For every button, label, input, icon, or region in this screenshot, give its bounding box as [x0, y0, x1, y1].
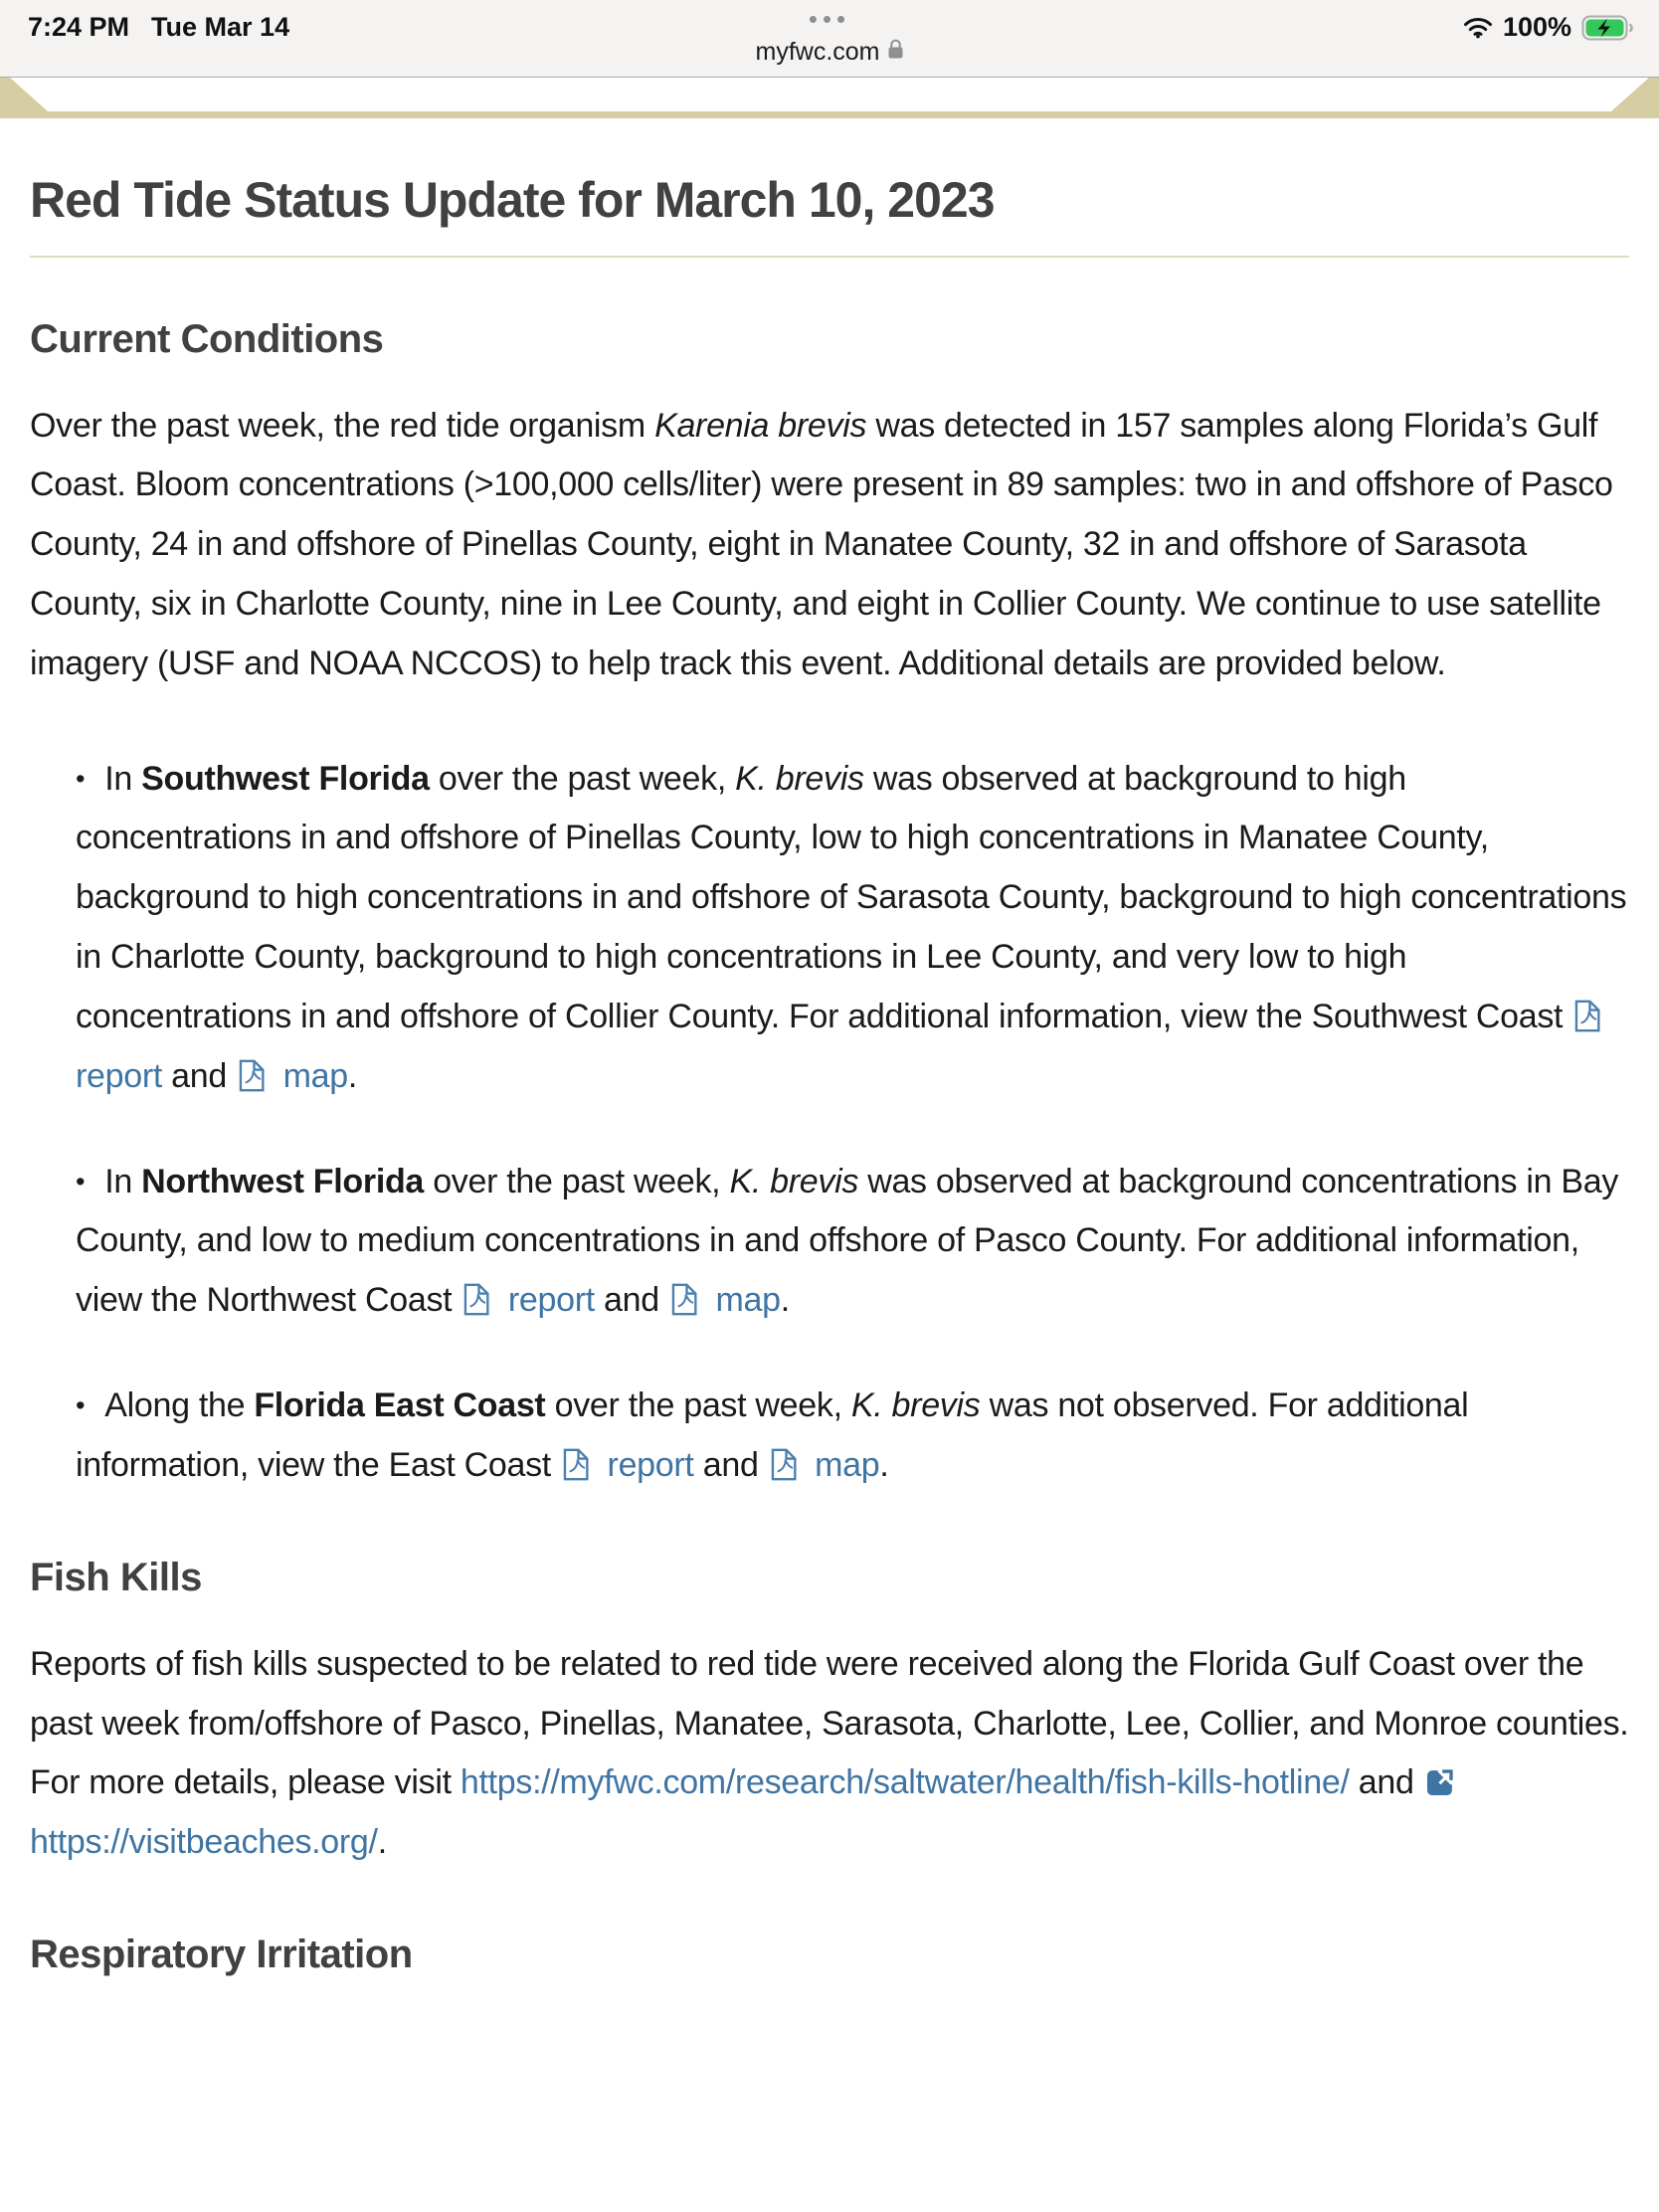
- text-run: and: [1349, 1763, 1423, 1802]
- text-run: and: [594, 1281, 669, 1320]
- text-run: was observed at background concentrations in Bay County, and low to medium concentrations in and offshore of Pasco County. For additional information, view the Northwest Coast: [76, 1162, 1619, 1320]
- text-run: over the past week,: [545, 1386, 851, 1425]
- text-run: K. brevis: [729, 1162, 859, 1200]
- list-item-northwest-florida: [76, 1153, 1629, 1331]
- pdf-file-icon[interactable]: [462, 1271, 490, 1331]
- link[interactable]: map: [282, 1056, 348, 1095]
- link[interactable]: map: [715, 1281, 781, 1320]
- text-run: In: [104, 1162, 142, 1200]
- text-run: Karenia brevis: [654, 406, 867, 445]
- lock-icon: [888, 38, 904, 67]
- site-domain[interactable]: myfwc.com: [755, 38, 880, 66]
- clock-label: 7:24 PM: [28, 12, 130, 42]
- site-header-ribbon: [0, 78, 1659, 118]
- browser-chrome: [0, 0, 1659, 78]
- text-run: Reports of fish kills suspected to be related to red tide were received along the Florida Gulf Coast over the past week from/offshore of Pasco, Pinellas, Manatee, Sarasota, Charlotte, Lee, Collier, and Monroe counties. For more details, please visit: [30, 1644, 1629, 1802]
- text-run: over the past week,: [429, 759, 736, 798]
- list-item-southwest-florida: [76, 750, 1629, 1107]
- pdf-file-icon[interactable]: [562, 1436, 590, 1496]
- page-title: Red Tide Status Update for March 10, 2023: [30, 172, 995, 228]
- text-run: and: [693, 1445, 768, 1484]
- link[interactable]: report: [607, 1445, 694, 1484]
- pdf-file-icon[interactable]: [670, 1271, 698, 1331]
- fish-kills-heading: Fish Kills: [30, 1555, 202, 1599]
- pdf-file-icon[interactable]: [770, 1436, 798, 1496]
- address-bar[interactable]: [756, 38, 904, 67]
- text-run: over the past week,: [424, 1162, 730, 1200]
- link[interactable]: map: [815, 1445, 880, 1484]
- link[interactable]: report: [507, 1281, 595, 1320]
- respiratory-irritation-heading: Respiratory Irritation: [30, 1933, 413, 1977]
- text-run: In: [104, 759, 142, 798]
- text-run: .: [780, 1281, 790, 1320]
- text-run: and: [162, 1056, 237, 1095]
- ribbon-divider: [0, 111, 1659, 118]
- text-run: K. brevis: [850, 1386, 981, 1425]
- text-run: .: [879, 1445, 889, 1484]
- external-link-icon[interactable]: [1425, 1753, 1455, 1813]
- text-run: Over the past week, the red tide organism: [30, 406, 655, 445]
- ribbon-right-wedge: [1611, 78, 1659, 111]
- link[interactable]: report: [76, 1056, 163, 1095]
- text-run: was detected in 157 samples along Florida’s Gulf Coast. Bloom concentrations (>100,000 cells/liter) were present in 89 samples: two in and offshore of Pasco County, 24 in and offshore of Pinellas County, eight in Manatee County, 32 in and offshore of Sarasota County, six in Charlotte County, nine in Lee County, and eight in Collier County. We continue to use satellite imagery (USF and NOAA NCCOS) to help track this event. Additional details are provided below.: [30, 406, 1613, 682]
- text-run: K. brevis: [735, 759, 864, 798]
- status-left: [28, 12, 289, 43]
- date-label: Tue Mar 14: [151, 12, 290, 42]
- current-conditions-heading: Current Conditions: [30, 316, 384, 361]
- battery-charging-icon: [1581, 15, 1635, 41]
- pdf-file-icon[interactable]: [1573, 988, 1601, 1047]
- text-run: was not observed. For additional information, view the East Coast: [76, 1386, 1469, 1484]
- fish-kills-paragraph: [30, 1635, 1629, 1873]
- link[interactable]: https://visitbeaches.org/: [30, 1823, 378, 1862]
- ribbon-left-wedge: [0, 78, 48, 111]
- list-item-east-coast: [76, 1377, 1629, 1496]
- text-run: .: [347, 1056, 357, 1095]
- status-right: [1463, 12, 1635, 43]
- article-body: [0, 172, 1659, 1978]
- title-rule: [30, 256, 1629, 258]
- text-run: was observed at background to high concentrations in and offshore of Pinellas County, low to high concentrations in Manatee County, background to high concentrations in and offshore of Sarasota County, background to high concentrations in Charlotte County, background to high concentrations in Lee County, and very low to high concentrations in and offshore of Collier County. For additional information, view the Southwest Coast: [76, 759, 1627, 1035]
- text-run: Florida East Coast: [254, 1386, 546, 1425]
- text-run: Southwest Florida: [141, 759, 430, 798]
- battery-percent: 100%: [1502, 12, 1571, 42]
- current-conditions-paragraph: [30, 397, 1629, 694]
- text-run: .: [377, 1823, 387, 1862]
- wifi-icon: [1463, 16, 1493, 39]
- text-run: Along the: [104, 1386, 255, 1425]
- text-run: Northwest Florida: [141, 1162, 425, 1200]
- link[interactable]: https://myfwc.com/research/saltwater/health/fish-kills-hotline/: [460, 1763, 1350, 1802]
- region-bullet-list: [30, 750, 1629, 1496]
- tab-overflow-dots[interactable]: •••: [808, 4, 851, 34]
- pdf-file-icon[interactable]: [238, 1047, 266, 1107]
